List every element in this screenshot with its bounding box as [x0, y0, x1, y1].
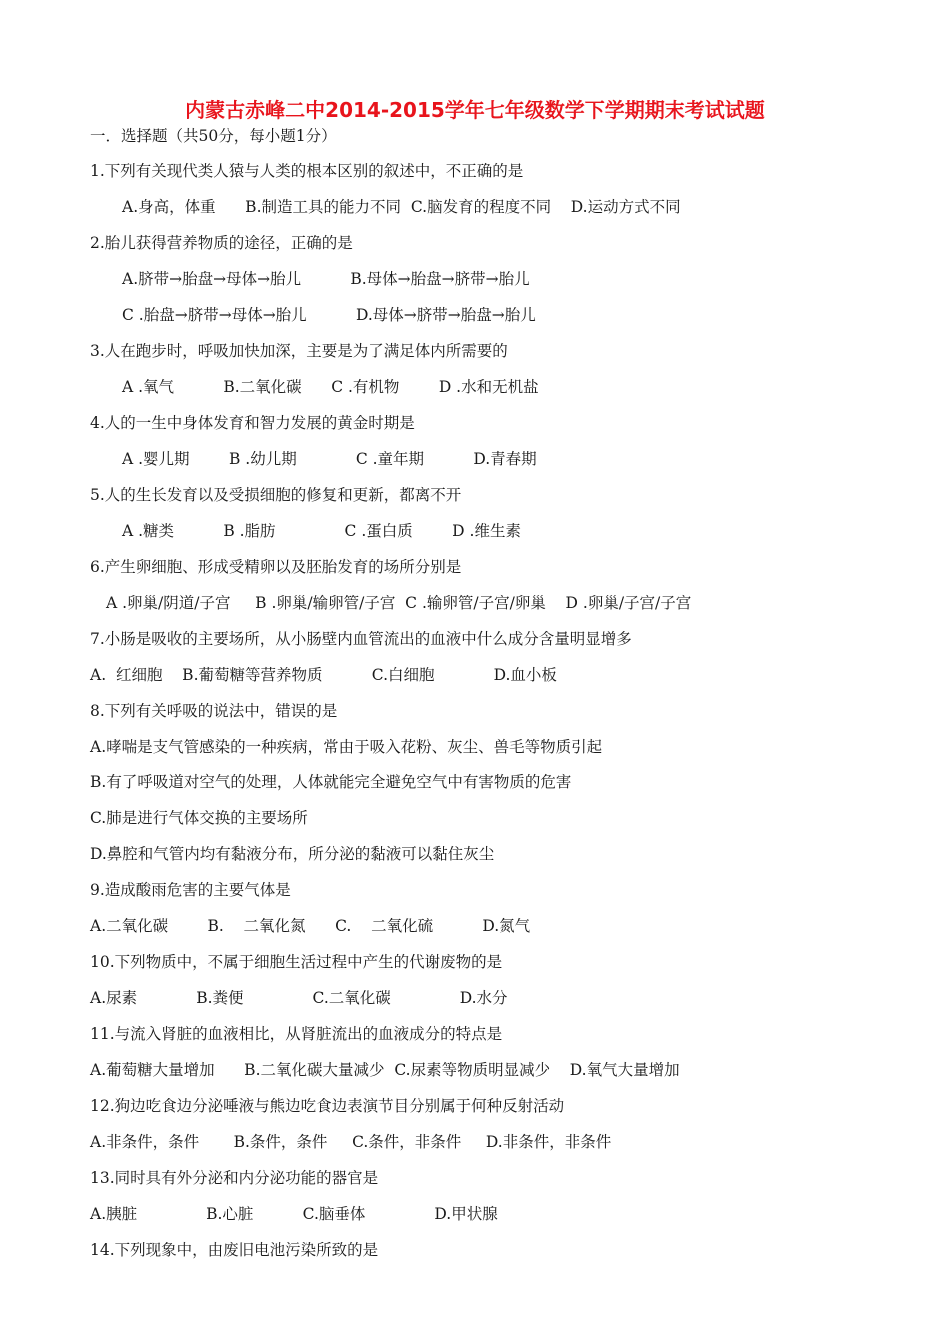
question-4: 4.人的一生中身体发育和智力发展的黄金时期是	[90, 414, 415, 432]
page-title: 内蒙古赤峰二中2014-2015学年七年级数学下学期期末考试试题	[185, 98, 765, 122]
question-6: 6.产生卵细胞、形成受精卵以及胚胎发育的场所分别是	[90, 558, 462, 576]
question-1-options: A.身高，体重 B.制造工具的能力不同 C.脑发育的程度不同 D.运动方式不同	[122, 198, 681, 216]
section-heading: 一．选择题（共50分，每小题1分）	[90, 127, 337, 145]
question-5: 5.人的生长发育以及受损细胞的修复和更新，都离不开	[90, 486, 462, 504]
question-8-option-a: A.哮喘是支气管感染的一种疾病，常由于吸入花粉、灰尘、兽毛等物质引起	[90, 738, 603, 756]
question-14: 14.下列现象中，由废旧电池污染所致的是	[90, 1241, 379, 1259]
question-10: 10.下列物质中，不属于细胞生活过程中产生的代谢废物的是	[90, 953, 503, 971]
question-10-options: A.尿素 B.粪便 C.二氧化碳 D.水分	[90, 989, 508, 1007]
question-7-options: A. 红细胞 B.葡萄糖等营养物质 C.白细胞 D.血小板	[90, 666, 557, 684]
question-9: 9.造成酸雨危害的主要气体是	[90, 881, 291, 899]
question-2: 2.胎儿获得营养物质的途径，正确的是	[90, 234, 353, 252]
question-5-options: A .糖类 B .脂肪 C .蛋白质 D .维生素	[122, 522, 521, 540]
question-3-options: A .氧气 B.二氧化碳 C .有机物 D .水和无机盐	[122, 378, 539, 396]
question-13: 13.同时具有外分泌和内分泌功能的器官是	[90, 1169, 379, 1187]
question-8: 8.下列有关呼吸的说法中，错误的是	[90, 702, 338, 720]
question-1: 1.下列有关现代类人猿与人类的根本区别的叙述中，不正确的是	[90, 162, 524, 180]
question-8-option-c: C.肺是进行气体交换的主要场所	[90, 809, 308, 827]
question-9-options: A.二氧化碳 B. 二氧化氮 C. 二氧化硫 D.氮气	[90, 917, 531, 935]
question-8-option-b: B.有了呼吸道对空气的处理，人体就能完全避免空气中有害物质的危害	[90, 773, 572, 791]
question-2-options-ab: A.脐带→胎盘→母体→胎儿 B.母体→胎盘→脐带→胎儿	[122, 270, 530, 288]
question-2-options-cd: C .胎盘→脐带→母体→胎儿 D.母体→脐带→胎盘→胎儿	[122, 306, 536, 324]
question-12-options: A.非条件，条件 B.条件，条件 C.条件，非条件 D.非条件，非条件	[90, 1133, 612, 1151]
question-4-options: A .婴儿期 B .幼儿期 C .童年期 D.青春期	[122, 450, 537, 468]
question-13-options: A.胰脏 B.心脏 C.脑垂体 D.甲状腺	[90, 1205, 498, 1223]
question-12: 12.狗边吃食边分泌唾液与熊边吃食边表演节目分别属于何种反射活动	[90, 1097, 565, 1115]
question-6-options: A .卵巢/阴道/子宫 B .卵巢/输卵管/子宫 C .输卵管/子宫/卵巢 D .卵巢/子宫/子宫	[106, 594, 692, 612]
question-11-options: A.葡萄糖大量增加 B.二氧化碳大量减少 C.尿素等物质明显减少 D.氧气大量增加	[90, 1061, 680, 1079]
question-3: 3.人在跑步时，呼吸加快加深，主要是为了满足体内所需要的	[90, 342, 508, 360]
question-8-option-d: D.鼻腔和气管内均有黏液分布，所分泌的黏液可以黏住灰尘	[90, 845, 495, 863]
question-7: 7.小肠是吸收的主要场所，从小肠壁内血管流出的血液中什么成分含量明显增多	[90, 630, 632, 648]
question-11: 11.与流入肾脏的血液相比，从肾脏流出的血液成分的特点是	[90, 1025, 503, 1043]
